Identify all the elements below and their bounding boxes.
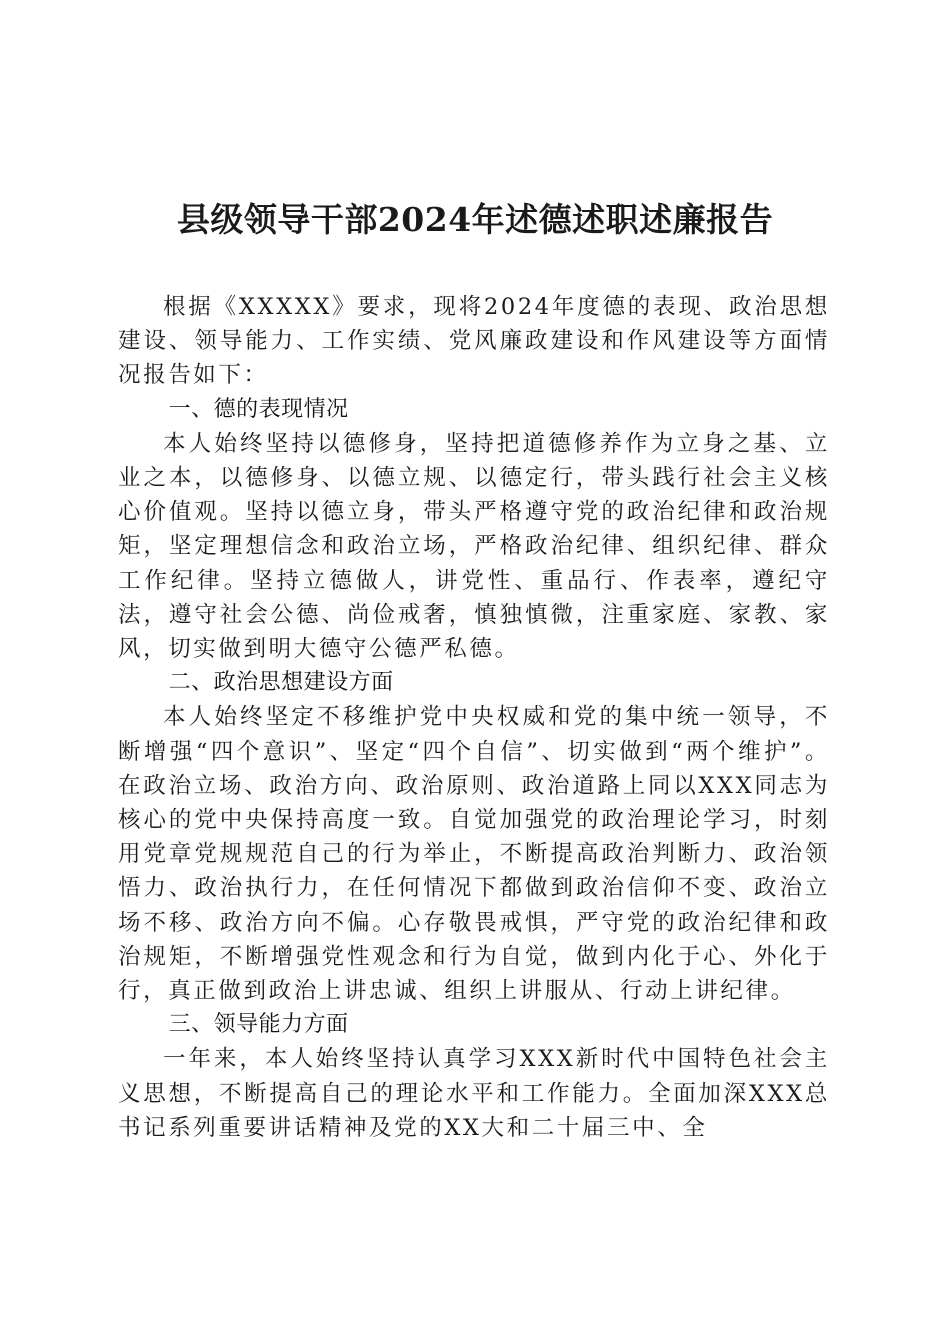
intro-paragraph: 根据《XXXXX》要求，现将2024年度德的表现、政治思想建设、领导能力、工作实绩、党风廉政建设和作风建设等方面情况报告如下： xyxy=(118,294,830,389)
document-body xyxy=(118,290,830,1145)
section-paragraph-1: 本人始终坚持以德修身，坚持把道德修养作为立身之基、立业之本，以德修身、以德立规、以德定行，带头践行社会主义核心价值观。坚持以德立身，带头严格遵守党的政治纪律和政治规矩，坚定理想信念和政治立场，严格政治纪律、组织纪律、群众工作纪律。坚持立德做人，讲党性、重品行、作表率，遵纪守法，遵守社会公德、尚俭戒奢，慎独慎微，注重家庭、家教、家风，切实做到明大德守公德严私德。 xyxy=(118,430,830,663)
document-title: 县级领导干部2024年述德述职述廉报告 xyxy=(176,200,774,239)
section-paragraph-3: 一年来，本人始终坚持认真学习XXX新时代中国特色社会主义思想，不断提高自己的理论水平和工作能力。全面加深XXX总书记系列重要讲话精神及党的XX大和二十届三中、全 xyxy=(118,1046,830,1141)
section-heading-1: 一、德的表现情况 xyxy=(168,396,349,422)
section-heading-3: 三、领导能力方面 xyxy=(168,1012,349,1038)
section-heading-2: 二、政治思想建设方面 xyxy=(168,670,394,696)
section-paragraph-2: 本人始终坚定不移维护党中央权威和党的集中统一领导，不断增强“四个意识”、坚定“四个自信”、切实做到“两个维护”。在政治立场、政治方向、政治原则、政治道路上同以XXX同志为核心的党中央保持高度一致。自觉加强党的政治理论学习，时刻用党章党规规范自己的行为举止，不断提高政治判断力、政治领悟力、政治执行力，在任何情况下都做到政治信仰不变、政治立场不移、政治方向不偏。心存敬畏戒惧，严守党的政治纪律和政治规矩，不断增强党性观念和行为自觉，做到内化于心、外化于行，真正做到政治上讲忠诚、组织上讲服从、行动上讲纪律。 xyxy=(118,704,830,1005)
